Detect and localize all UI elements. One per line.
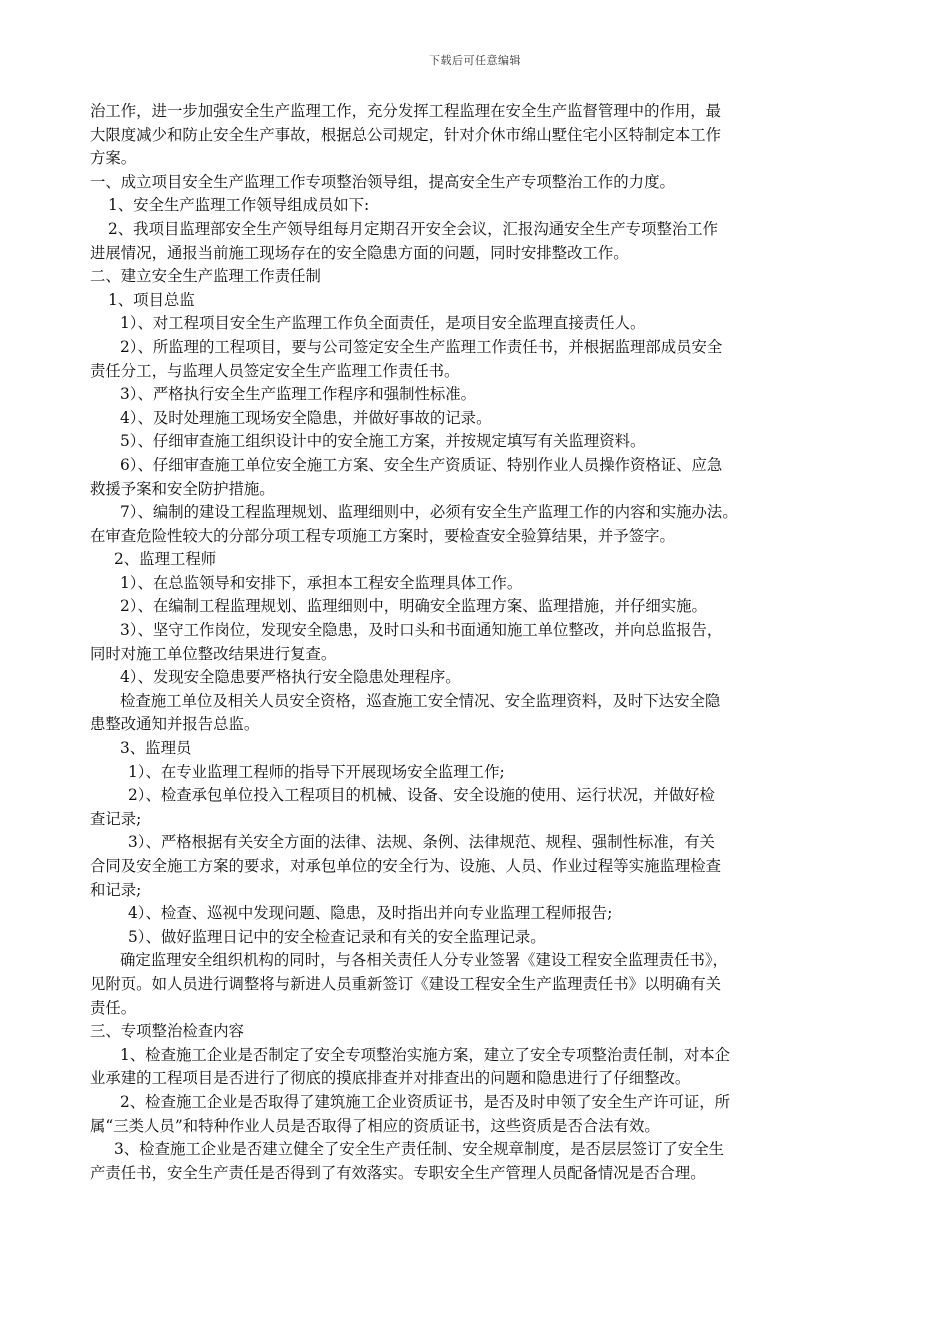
text-line: 产责任书，安全生产责任是否得到了有效落实。专职安全生产管理人员配备情况是否合理。	[90, 1163, 706, 1182]
text-line: 救援予案和安全防护措施。	[90, 479, 275, 498]
text-line: 检查施工单位及相关人员安全资格，巡查施工安全情况、安全监理资料，及时下达安全隐	[120, 691, 721, 710]
text-line: 治工作，进一步加强安全生产监理工作，充分发挥工程监理在安全生产监督管理中的作用，最	[90, 102, 722, 120]
text-line: 查记录;	[90, 809, 142, 828]
text-line: 3、检查施工企业是否建立健全了安全生产责任制、安全规章制度，是否层层签订了安全生	[114, 1140, 725, 1159]
text-line: 6）、仔细审查施工单位安全施工方案、安全生产资质证、特别作业人员操作资格证、应急	[120, 455, 723, 474]
text-line: 2）、所监理的工程项目，要与公司签定安全生产监理工作责任书，并根据监理部成员安全	[120, 337, 723, 356]
text-line: 和记录;	[90, 880, 142, 899]
text-line: 4）、发现安全隐患要严格执行安全隐患处理程序。	[120, 668, 461, 687]
text-line: 2）、在编制工程监理规划、监理细则中，明确安全监理方案、监理措施，并仔细实施。	[120, 597, 707, 616]
subsection-heading: 3、监理员	[120, 739, 192, 758]
section-heading: 三、专项整治检查内容	[90, 1022, 244, 1041]
text-line: 2）、检查承包单位投入工程项目的机械、设备、安全设施的使用、运行状况，并做好检	[128, 786, 715, 805]
text-line: 2、检查施工企业是否取得了建筑施工企业资质证书，是否及时申领了安全生产许可证，所	[120, 1092, 731, 1111]
text-line: 确定监理安全组织机构的同时，与各相关责任人分专业签署《建设工程安全监理责任书》，	[120, 951, 728, 970]
text-line: 5）、做好监理日记中的安全检查记录和有关的安全监理记录。	[128, 927, 546, 946]
text-line: 1）、对工程项目安全生产监理工作负全面责任，是项目安全监理直接责任人。	[120, 314, 646, 333]
text-line: 业承建的工程项目是否进行了彻底的摸底排查并对排查出的问题和隐患进行了仔细整改。	[90, 1069, 691, 1088]
subsection-heading: 2、监理工程师	[114, 550, 217, 569]
text-line: 责任。	[90, 998, 137, 1017]
text-line: 患整改通知并报告总监。	[90, 715, 260, 734]
document-body	[90, 100, 880, 1185]
text-line: 4）、检查、巡视中发现问题、隐患，及时指出并向专业监理工程师报告;	[128, 904, 613, 923]
text-line: 在审查危险性较大的分部分项工程专项施工方案时，要检查安全验算结果，并予签字。	[90, 526, 675, 545]
text-line: 3）、严格根据有关安全方面的法律、法规、条例、法律规范、规程、强制性标准，有关	[128, 833, 715, 852]
text-line: 责任分工，与监理人员签定安全生产监理工作责任书。	[90, 361, 460, 380]
text-line: 进展情况，通报当前施工现场存在的安全隐患方面的问题，同时安排整改工作。	[90, 243, 629, 262]
text-line: 7）、编制的建设工程监理规划、监理细则中，必须有安全生产监理工作的内容和实施办法。	[120, 503, 738, 522]
subsection-heading: 1、项目总监	[108, 290, 195, 309]
text-line: 方案。	[90, 149, 137, 168]
text-line: 属“三类人员”和特种作业人员是否取得了相应的资质证书，这些资质是否合法有效。	[90, 1116, 660, 1135]
text-line: 3）、坚守工作岗位，发现安全隐患，及时口头和书面通知施工单位整改，并向总监报告，	[120, 621, 723, 640]
text-line: 同时对施工单位整改结果进行复查。	[90, 644, 337, 663]
page-header: 下载后可任意编辑	[429, 54, 521, 67]
text-line: 合同及安全施工方案的要求，对承包单位的安全行为、设施、人员、作业过程等实施监理检查	[90, 857, 722, 875]
text-line: 4）、及时处理施工现场安全隐患，并做好事故的记录。	[120, 408, 492, 427]
text-line: 3）、严格执行安全生产监理工作程序和强制性标准。	[120, 385, 477, 404]
text-line: 见附页。如人员进行调整将与新进人员重新签订《建设工程安全生产监理责任书》以明确有关	[90, 974, 722, 993]
section-heading: 二、建立安全生产监理工作责任制	[90, 267, 321, 286]
text-line: 大限度减少和防止安全生产事故，根据总公司规定，针对介休市绵山墅住宅小区特制定本工作	[90, 125, 722, 144]
text-line: 1、检查施工企业是否制定了安全专项整治实施方案，建立了安全专项整治责任制，对本企	[120, 1045, 731, 1064]
text-line: 1）、在总监领导和安排下，承担本工程安全监理具体工作。	[120, 573, 523, 592]
text-line: 1）、在专业监理工程师的指导下开展现场安全监理工作;	[128, 762, 505, 781]
text-line: 2、我项目监理部安全生产领导组每月定期召开安全会议，汇报沟通安全生产专项整治工作	[108, 219, 719, 238]
section-heading: 一、成立项目安全生产监理工作专项整治领导组，提高安全生产专项整治工作的力度。	[90, 172, 675, 191]
text-line: 5）、仔细审查施工组织设计中的安全施工方案，并按规定填写有关监理资料。	[120, 432, 646, 451]
text-line: 1、安全生产监理工作领导组成员如下:	[108, 196, 370, 215]
